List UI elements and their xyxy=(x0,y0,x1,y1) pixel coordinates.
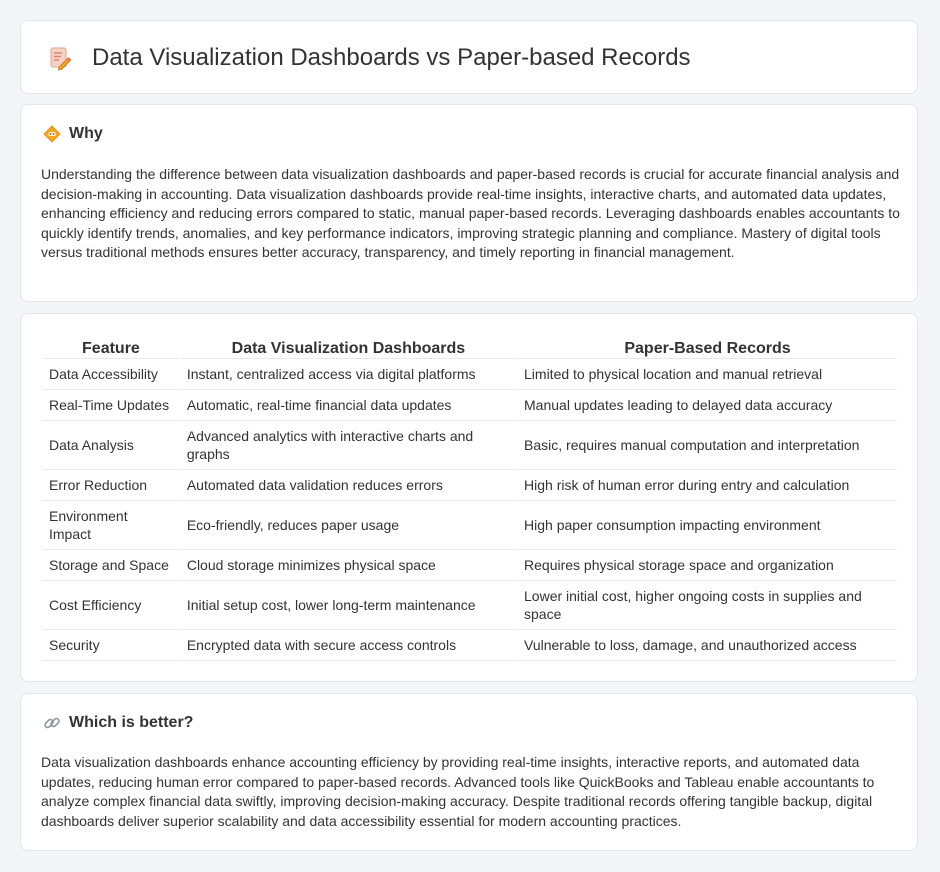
column-header-paper: Paper-Based Records xyxy=(518,336,897,359)
better-text: Data visualization dashboards enhance accounting efficiency by providing real-time insights, interactive reports, and automated data updates, reducing human error compared to paper-based records. Advanced tools like QuickBooks and Tableau enable accountants to analyze complex financial data swiftly, improving decision-making accuracy. Despite traditional records offering tangible backup, digital dashboards deliver superior scalability and data accessibility essential for modern accounting practices. xyxy=(41,754,875,829)
dashboards-cell: Automatic, real-time financial data updates xyxy=(181,390,516,421)
dashboards-cell: Initial setup cost, lower long-term maintenance xyxy=(181,581,516,630)
feature-cell: Data Analysis xyxy=(43,421,179,470)
title-card xyxy=(20,20,918,94)
feature-cell: Security xyxy=(43,630,179,661)
feature-cell: Data Accessibility xyxy=(43,359,179,390)
paper-cell: Manual updates leading to delayed data accuracy xyxy=(518,390,897,421)
table-row xyxy=(43,421,897,470)
table-row xyxy=(43,581,897,630)
page-title: Data Visualization Dashboards vs Paper-based Records xyxy=(92,44,691,71)
which-is-better-section xyxy=(20,693,918,851)
why-header xyxy=(43,125,103,143)
diamond-warning-icon xyxy=(43,125,61,143)
table-row xyxy=(43,501,897,550)
table-row xyxy=(43,470,897,501)
why-title: Why xyxy=(69,125,103,142)
table-row xyxy=(43,359,897,390)
paper-cell: Limited to physical location and manual retrieval xyxy=(518,359,897,390)
table-row xyxy=(43,550,897,581)
table-row xyxy=(43,630,897,661)
feature-cell: Environment Impact xyxy=(43,501,179,550)
dashboards-cell: Eco-friendly, reduces paper usage xyxy=(181,501,516,550)
document-pencil-icon xyxy=(47,45,73,71)
dashboards-cell: Encrypted data with secure access controls xyxy=(181,630,516,661)
paper-cell: Basic, requires manual computation and interpretation xyxy=(518,421,897,470)
table-header-row xyxy=(43,336,897,359)
comparison-card xyxy=(20,313,918,682)
paper-cell: Vulnerable to loss, damage, and unauthorized access xyxy=(518,630,897,661)
dashboards-cell: Instant, centralized access via digital platforms xyxy=(181,359,516,390)
column-header-feature: Feature xyxy=(43,336,179,359)
dashboards-cell: Advanced analytics with interactive charts and graphs xyxy=(181,421,516,470)
paper-cell: High paper consumption impacting environment xyxy=(518,501,897,550)
table-row xyxy=(43,390,897,421)
paper-cell: Lower initial cost, higher ongoing costs in supplies and space xyxy=(518,581,897,630)
feature-cell: Error Reduction xyxy=(43,470,179,501)
link-icon xyxy=(43,714,61,732)
comparison-table xyxy=(41,336,899,661)
why-text: Understanding the difference between data visualization dashboards and paper-based records is crucial for accurate financial analysis and decision-making in accounting. Data visualization dashboards provide real-time insights, interactive charts, and automated data updates, enhancing efficiency and reducing errors compared to static, manual paper-based records. Leveraging dashboards enables accountants to quickly identify trends, anomalies, and key performance indicators, improving strategic planning and compliance. Mastery of digital tools versus traditional methods ensures better accuracy, transparency, and timely reporting in financial management. xyxy=(41,166,900,260)
why-section xyxy=(20,104,918,302)
paper-cell: Requires physical storage space and organization xyxy=(518,550,897,581)
feature-cell: Cost Efficiency xyxy=(43,581,179,630)
better-header xyxy=(43,714,193,732)
better-title: Which is better? xyxy=(69,714,194,731)
dashboards-cell: Automated data validation reduces errors xyxy=(181,470,516,501)
feature-cell: Real-Time Updates xyxy=(43,390,179,421)
feature-cell: Storage and Space xyxy=(43,550,179,581)
dashboards-cell: Cloud storage minimizes physical space xyxy=(181,550,516,581)
column-header-dashboards: Data Visualization Dashboards xyxy=(181,336,516,359)
paper-cell: High risk of human error during entry and calculation xyxy=(518,470,897,501)
